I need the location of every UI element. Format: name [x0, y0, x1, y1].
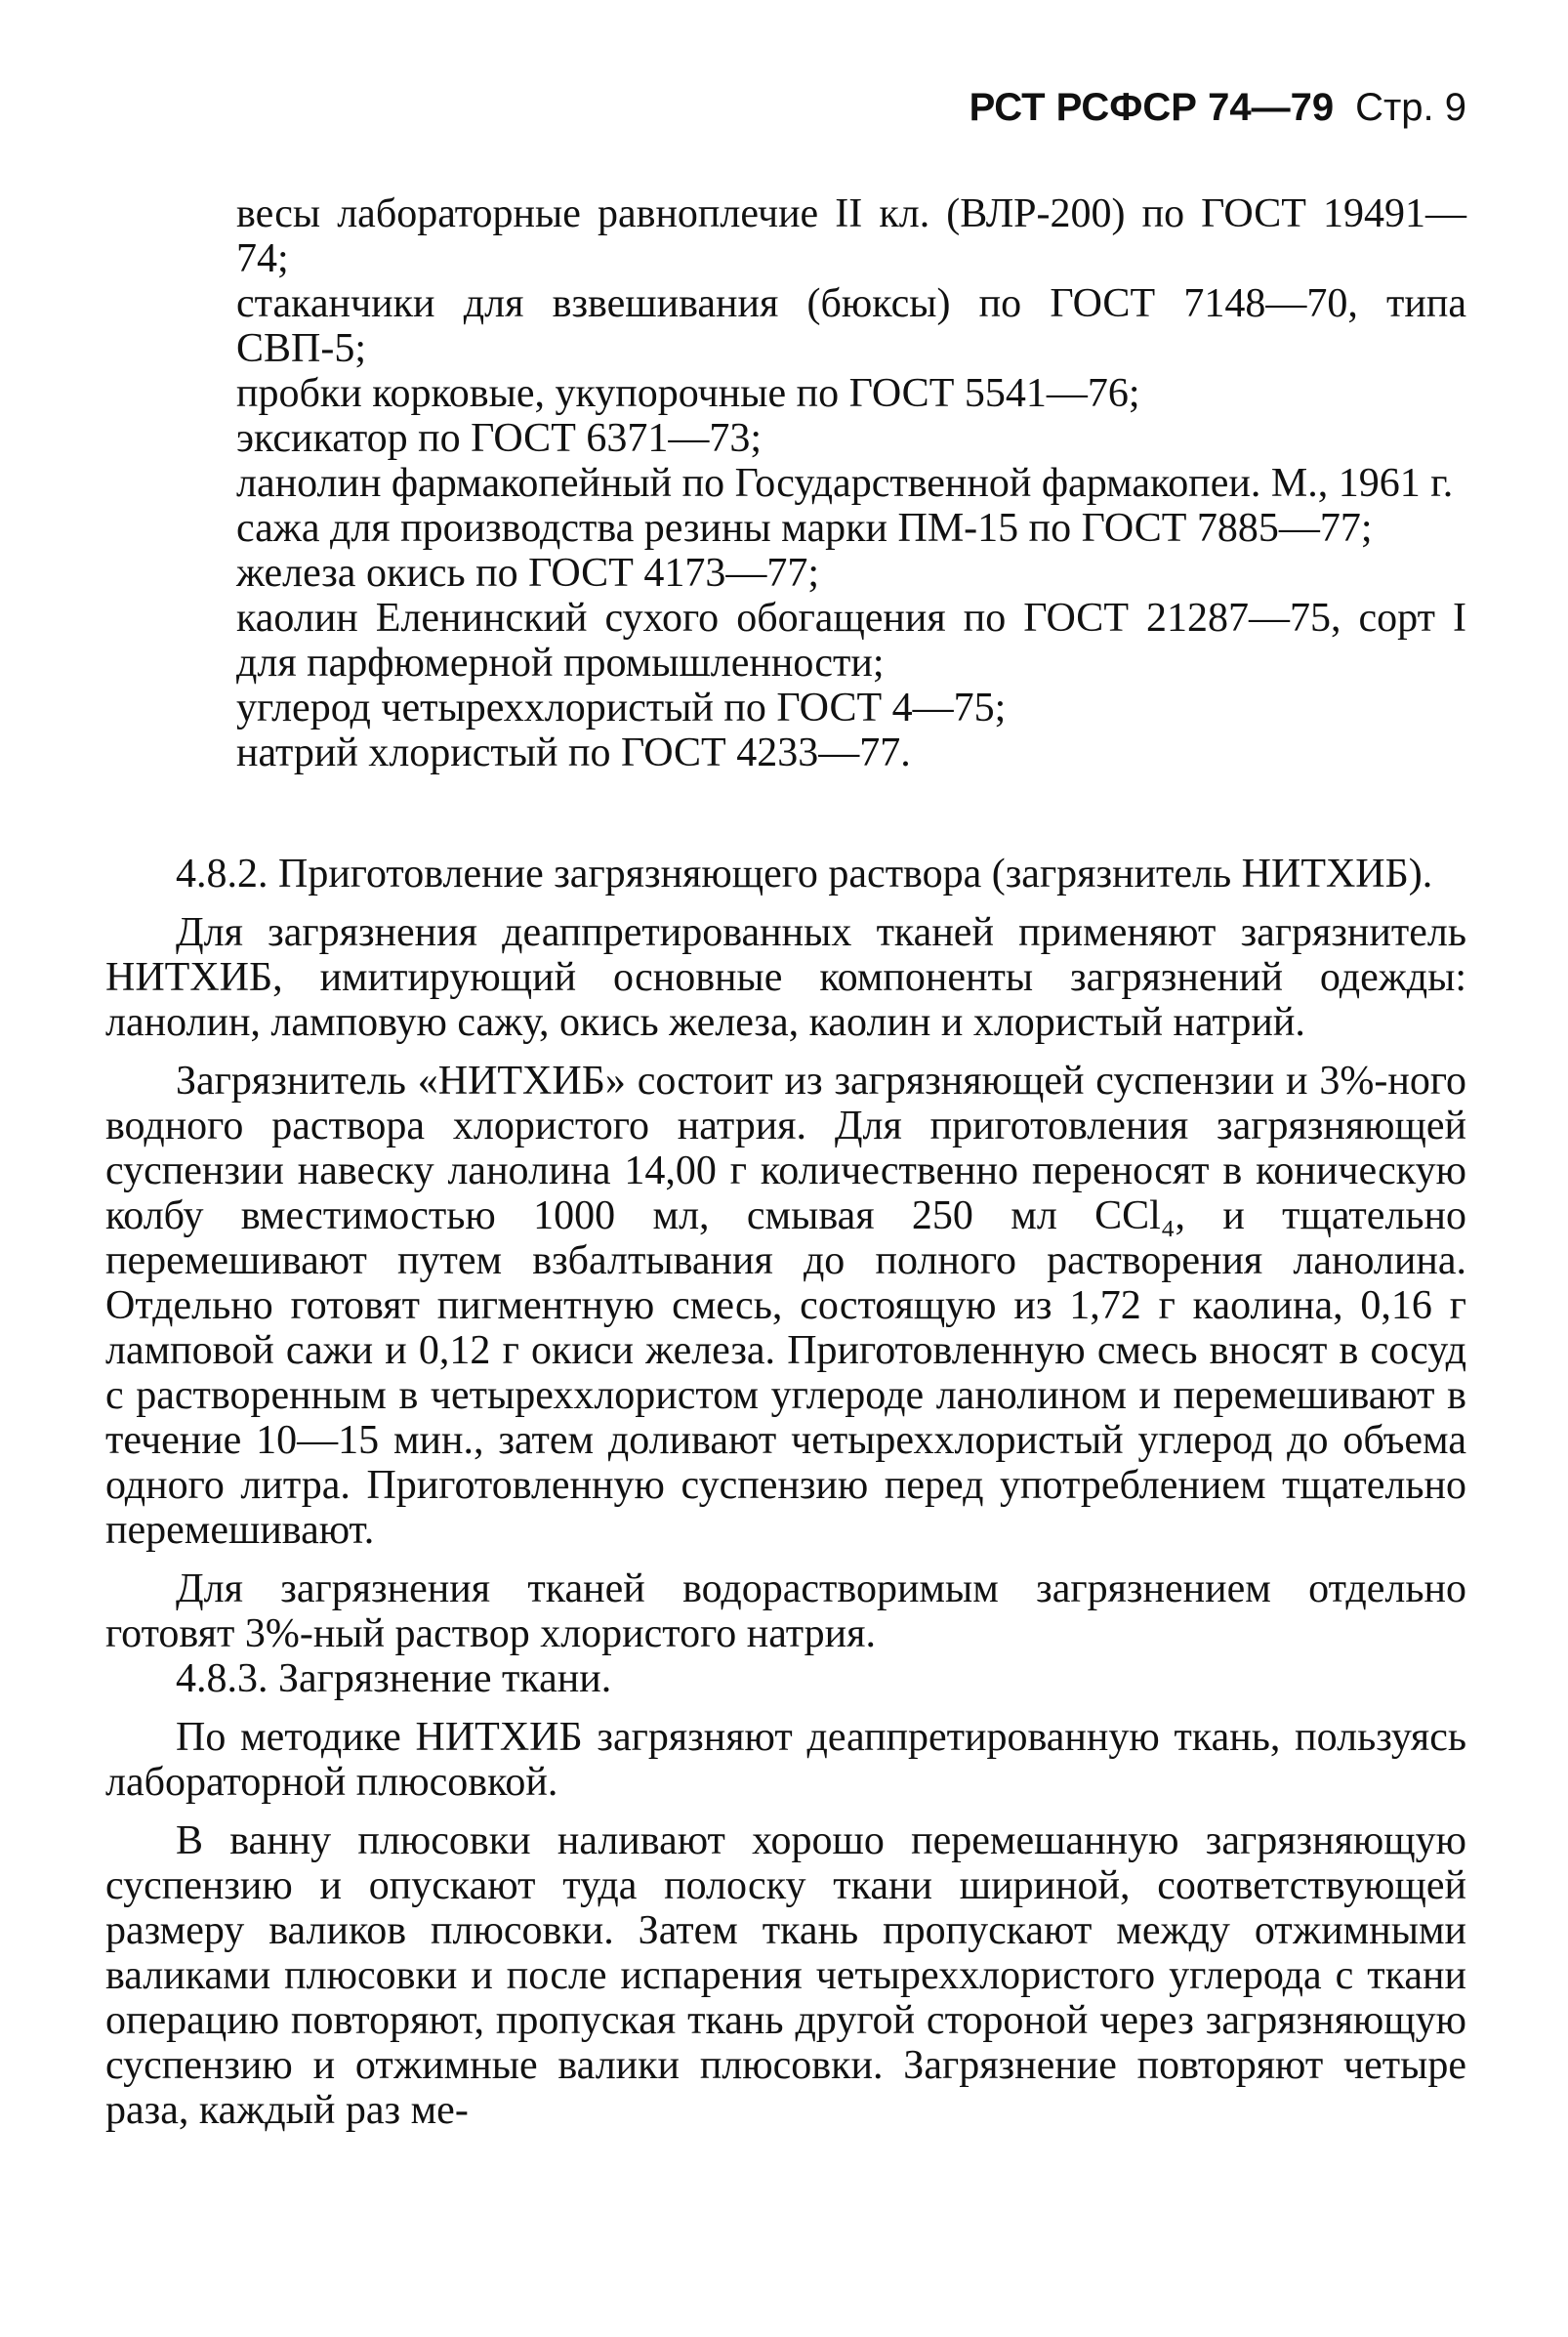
- section-heading-4-8-2: 4.8.2. Приготовление загрязняющего раствора (загрязнитель НИТХИБ).: [176, 852, 1433, 897]
- page-header: [0, 84, 1466, 131]
- paragraph: Загрязнитель «НИТХИБ» состоит из загрязняющей суспензии и 3%-ного водного раствора хлористого натрия. Для приготовления загрязняющей суспензии навеску ланолина 14,00 г количественно переносят в коническую колбу вместимостью 1000 мл, смывая 250 мл CCl₄, и тщательно перемешивают путем взбалтывания до полного растворения ланолина. Отдельно готовят пигментную смесь, состоящую из 1,72 г каолина, 0,16 г ламповой сажи и 0,12 г окиси железа. Приготовленную смесь вносят в сосуд с растворенным в четыреххлористом углероде ланолином и перемешивают в течение 10—15 мин., затем доливают четыреххлористый углерод до объема одного литра. Приготовленную суспензию перед употреблением тщательно перемешивают.: [105, 1059, 1466, 1553]
- list-item: ланолин фармакопейный по Государственной фармакопеи. М., 1961 г.: [236, 461, 1454, 506]
- list-item: пробки корковые, укупорочные по ГОСТ 5541—76;: [236, 371, 1140, 416]
- section-heading-4-8-3: 4.8.3. Загрязнение ткани.: [176, 1656, 612, 1701]
- list-item: углерод четыреххлористый по ГОСТ 4—75;: [236, 686, 1007, 730]
- paragraph: Для загрязнения деаппретированных тканей применяют загрязнитель НИТХИБ, имитирующий основные компоненты загрязнений одежды: ланолин, ламповую сажу, окись железа, каолин и хлористый натрий.: [105, 910, 1466, 1045]
- paragraph: Для загрязнения тканей водорастворимым загрязнением отдельно готовят 3%-ный раствор хлористого натрия.: [105, 1566, 1466, 1656]
- equipment-list: [236, 191, 1466, 775]
- list-item: стаканчики для взвешивания (бюксы) по ГОСТ 7148—70, типа СВП-5;: [236, 281, 1466, 371]
- paragraph: В ванну плюсовки наливают хорошо перемешанную загрязняющую суспензию и опускают туда полоску ткани шириной, соответствующей размеру валиков плюсовки. Затем ткань пропускают между отжимными валиками плюсовки и после испарения четыреххлористого углерода с ткани операцию повторяют, пропуская ткань другой стороной через загрязняющую суспензию и отжимные валики плюсовки. Загрязнение повторяют четыре раза, каждый раз ме-: [105, 1818, 1466, 2133]
- body-text: [105, 852, 1466, 2133]
- list-item: сажа для производства резины марки ПМ-15 по ГОСТ 7885—77;: [236, 506, 1373, 551]
- list-item: каолин Еленинский сухого обогащения по ГОСТ 21287—75, сорт I для парфюмерной промышленности;: [236, 596, 1466, 686]
- list-item: натрий хлористый по ГОСТ 4233—77.: [236, 730, 911, 775]
- standard-number: РСТ РСФСР 74—79: [969, 86, 1335, 129]
- paragraph: По методике НИТХИБ загрязняют деаппретированную ткань, пользуясь лабораторной плюсовкой.: [105, 1715, 1466, 1805]
- page-number: Стр. 9: [1355, 86, 1466, 129]
- list-item: весы лабораторные равноплечие II кл. (ВЛР-200) по ГОСТ 19491—74;: [236, 191, 1466, 281]
- list-item: эксикатор по ГОСТ 6371—73;: [236, 416, 763, 461]
- list-item: железа окись по ГОСТ 4173—77;: [236, 551, 820, 596]
